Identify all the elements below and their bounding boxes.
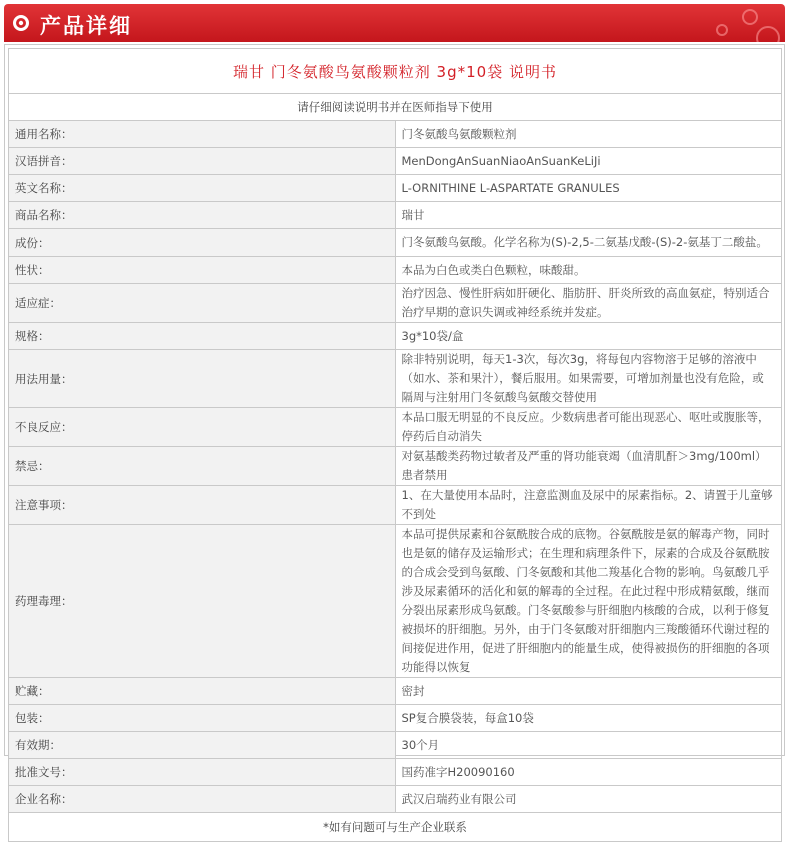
row-label: 禁忌： <box>9 447 396 486</box>
table-row <box>9 229 782 257</box>
section-header <box>4 4 785 42</box>
row-label: 批准文号： <box>9 759 396 786</box>
row-value: 30个月 <box>395 732 782 759</box>
table-row <box>9 759 782 786</box>
title-row <box>9 49 782 94</box>
usage-notice: 请仔细阅读说明书并在医师指导下使用 <box>9 94 782 121</box>
table-row <box>9 732 782 759</box>
row-label: 用法用量： <box>9 350 396 408</box>
row-value: 密封 <box>395 678 782 705</box>
table-row <box>9 148 782 175</box>
row-label: 贮藏： <box>9 678 396 705</box>
table-row <box>9 705 782 732</box>
notice-row <box>9 94 782 121</box>
row-label: 英文名称： <box>9 175 396 202</box>
product-spec-table <box>8 48 782 842</box>
row-label: 包装： <box>9 705 396 732</box>
table-row <box>9 284 782 323</box>
table-row <box>9 350 782 408</box>
row-label: 成份： <box>9 229 396 257</box>
row-value: SP复合膜袋装，每盒10袋 <box>395 705 782 732</box>
row-label: 不良反应： <box>9 408 396 447</box>
decoration-circle <box>756 26 780 42</box>
row-value: 国药准字H20090160 <box>395 759 782 786</box>
row-label: 汉语拼音： <box>9 148 396 175</box>
row-value: 瑞甘 <box>395 202 782 229</box>
row-value: 门冬氨酸鸟氨酸。化学名称为(S)-2,5-二氨基戊酸-(S)-2-氨基丁二酸盐。 <box>395 229 782 257</box>
table-row <box>9 257 782 284</box>
row-value: MenDongAnSuanNiaoAnSuanKeLiJi <box>395 148 782 175</box>
table-row <box>9 447 782 486</box>
table-row <box>9 408 782 447</box>
row-value: 1、在大量使用本品时，注意监测血及尿中的尿素指标。2、请置于儿童够不到处 <box>395 486 782 525</box>
row-value: 除非特别说明，每天1-3次，每次3g，将每包内容物溶于足够的溶液中（如水、茶和果汁），餐后服用。如果需要，可增加剂量也没有危险，或隔周与注射用门冬氨酸鸟氨酸交替使用 <box>395 350 782 408</box>
row-label: 规格： <box>9 323 396 350</box>
row-label: 性状： <box>9 257 396 284</box>
row-label: 企业名称： <box>9 786 396 813</box>
row-value: 本品可提供尿素和谷氨酰胺合成的底物。谷氨酰胺是氨的解毒产物，同时也是氨的储存及运输形式；在生理和病理条件下，尿素的合成及谷氨酰胺的合成会受到鸟氨酸、门冬氨酸和其他二羧基化合物的影响。鸟氨酸几乎涉及尿素循环的活化和氨的解毒的全过程。在此过程中形成精氨酸，继而分裂出尿素形成鸟氨酸。门冬氨酸参与肝细胞内核酸的合成，以利于修复被损坏的肝细胞。另外，由于门冬氨酸对肝细胞内三羧酸循环代谢过程的间接促进作用，促进了肝细胞内的能量生成，使得被损伤的肝细胞的各项功能得以恢复 <box>395 525 782 678</box>
row-value: 3g*10袋/盒 <box>395 323 782 350</box>
row-label: 通用名称： <box>9 121 396 148</box>
section-title: 产品详细 <box>40 14 132 38</box>
table-row <box>9 525 782 678</box>
row-value: 治疗因急、慢性肝病如肝硬化、脂肪肝、肝炎所致的高血氨症，特别适合治疗早期的意识失调或神经系统并发症。 <box>395 284 782 323</box>
table-row <box>9 175 782 202</box>
table-row <box>9 202 782 229</box>
row-value: 本品为白色或类白色颗粒，味酸甜。 <box>395 257 782 284</box>
decoration-circle <box>716 24 728 36</box>
ring-icon <box>12 14 30 32</box>
row-value: 门冬氨酸鸟氨酸颗粒剂 <box>395 121 782 148</box>
row-label: 注意事项： <box>9 486 396 525</box>
table-row <box>9 121 782 148</box>
row-label: 有效期： <box>9 732 396 759</box>
row-value: 武汉启瑞药业有限公司 <box>395 786 782 813</box>
table-row <box>9 486 782 525</box>
table-row <box>9 323 782 350</box>
footer-row <box>9 813 782 842</box>
row-value: L-ORNITHINE L-ASPARTATE GRANULES <box>395 175 782 202</box>
document-title: 瑞甘 门冬氨酸鸟氨酸颗粒剂 3g*10袋 说明书 <box>9 49 782 94</box>
decoration-circle <box>742 9 758 25</box>
row-value: 本品口服无明显的不良反应。少数病患者可能出现恶心、呕吐或腹胀等，停药后自动消失 <box>395 408 782 447</box>
footer-note: *如有问题可与生产企业联系 <box>9 813 782 842</box>
table-row <box>9 786 782 813</box>
row-label: 药理毒理： <box>9 525 396 678</box>
table-row <box>9 678 782 705</box>
row-value: 对氨基酸类药物过敏者及严重的肾功能衰竭（血清肌酐＞3mg/100ml）患者禁用 <box>395 447 782 486</box>
row-label: 适应症： <box>9 284 396 323</box>
row-label: 商品名称： <box>9 202 396 229</box>
